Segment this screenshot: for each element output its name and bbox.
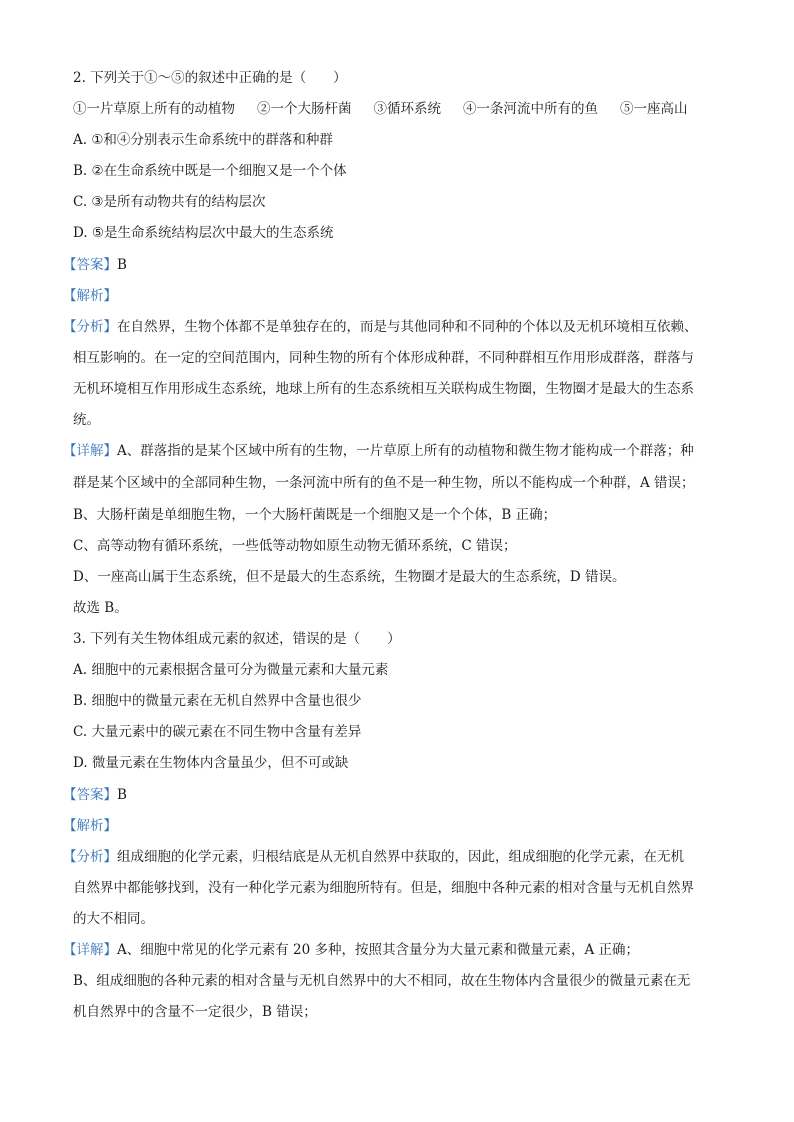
q2-xiangjie-line-4: C、高等动物有循环系统，一些低等动物如原生动物无循环系统，C 错误； <box>73 538 517 554</box>
q3-answer <box>63 785 127 805</box>
q3-fenxi-line-3: 的大不相同。 <box>73 911 154 927</box>
q2-option-b: B. ②在生命系统中既是一个细胞又是一个个体 <box>73 163 347 179</box>
xiangjie-tag: 【详解】 <box>63 942 117 958</box>
q2-item-4: ④一条河流中所有的鱼 <box>463 101 598 117</box>
q2-xiangjie-line-3: B、大肠杆菌是单细胞生物，一个大肠杆菌既是一个细胞又是一个个体，B 正确； <box>73 507 557 523</box>
q2-answer <box>63 255 127 275</box>
q2-fenxi-line-2: 相互影响的。在一定的空间范围内，同种生物的所有个体形成种群，不同种群相互作用形成群落，群落与 <box>73 350 694 366</box>
q2-fenxi-line-3: 无机环境相互作用形成生态系统，地球上所有的生态系统相互关联构成生物圈，生物圈才是最大的生态系 <box>73 381 694 397</box>
q2-option-c: C. ③是所有动物共有的结构层次 <box>73 194 266 210</box>
fenxi-text: 在自然界，生物个体都不是单独存在的，而是与其他同种和不同种的个体以及无机环境相互依赖、 <box>117 319 698 335</box>
xiangjie-tag: 【详解】 <box>63 443 117 459</box>
q3-analysis-tag: 【解析】 <box>63 818 117 834</box>
q3-option-b: B. 细胞中的微量元素在无机自然界中含量也很少 <box>73 693 362 709</box>
q2-item-1: ①一片草原上所有的动植物 <box>73 101 235 117</box>
xiangjie-text: A、细胞中常见的化学元素有 20 多种，按照其含量分为大量元素和微量元素，A 正确； <box>117 942 640 958</box>
q3-option-d: D. 微量元素在生物体内含量虽少，但不可或缺 <box>73 755 349 771</box>
q2-stem: 2. 下列关于①～⑤的叙述中正确的是（ ） <box>73 70 347 86</box>
q2-fenxi-line-1 <box>63 317 698 337</box>
q3-option-c: C. 大量元素中的碳元素在不同生物中含量有差异 <box>73 724 362 740</box>
xiangjie-text: A、群落指的是某个区域中所有的生物，一片草原上所有的动植物和微生物才能构成一个群落；种 <box>117 443 694 459</box>
q2-items <box>73 99 710 119</box>
q2-analysis-tag: 【解析】 <box>63 288 117 304</box>
q2-fenxi-line-4: 统。 <box>73 412 100 428</box>
q3-xiangjie-line-2: B、组成细胞的各种元素的相对含量与无机自然界中的大不相同，故在生物体内含量很少的微量元素在无 <box>73 973 691 989</box>
fenxi-text: 组成细胞的化学元素，归根结底是从无机自然界中获取的，因此，组成细胞的化学元素，在无机 <box>117 849 684 865</box>
q2-option-d: D. ⑤是生命系统结构层次中最大的生态系统 <box>73 225 334 241</box>
q2-item-3: ③循环系统 <box>373 101 441 117</box>
fenxi-tag: 【分析】 <box>63 319 117 335</box>
q2-item-5: ⑤一座高山 <box>620 101 688 117</box>
q2-conclusion: 故选 B。 <box>73 600 128 616</box>
q3-fenxi-line-1 <box>63 847 684 867</box>
answer-tag: 【答案】 <box>63 257 117 273</box>
q2-item-2: ②一个大肠杆菌 <box>257 101 352 117</box>
q2-xiangjie-line-1 <box>63 441 694 461</box>
answer-value: B <box>117 787 127 803</box>
q3-stem: 3. 下列有关生物体组成元素的叙述，错误的是（ ） <box>73 631 401 647</box>
q3-xiangjie-line-1 <box>63 940 639 960</box>
q2-xiangjie-line-5: D、一座高山属于生态系统，但不是最大的生态系统，生物圈才是最大的生态系统，D 错误。 <box>73 569 626 585</box>
q3-fenxi-line-2: 自然界中都能够找到，没有一种化学元素为细胞所特有。但是，细胞中各种元素的相对含量与无机自然界 <box>73 880 694 896</box>
answer-tag: 【答案】 <box>63 787 117 803</box>
q2-xiangjie-line-2: 群是某个区域中的全部同种生物，一条河流中所有的鱼不是一种生物，所以不能构成一个种群，A 错误； <box>73 475 695 491</box>
q2-option-a: A. ①和④分别表示生命系统中的群落和种群 <box>73 132 333 148</box>
fenxi-tag: 【分析】 <box>63 849 117 865</box>
q3-xiangjie-line-3: 机自然界中的含量不一定很少，B 错误； <box>73 1004 317 1020</box>
answer-value: B <box>117 257 127 273</box>
q3-option-a: A. 细胞中的元素根据含量可分为微量元素和大量元素 <box>73 662 389 678</box>
